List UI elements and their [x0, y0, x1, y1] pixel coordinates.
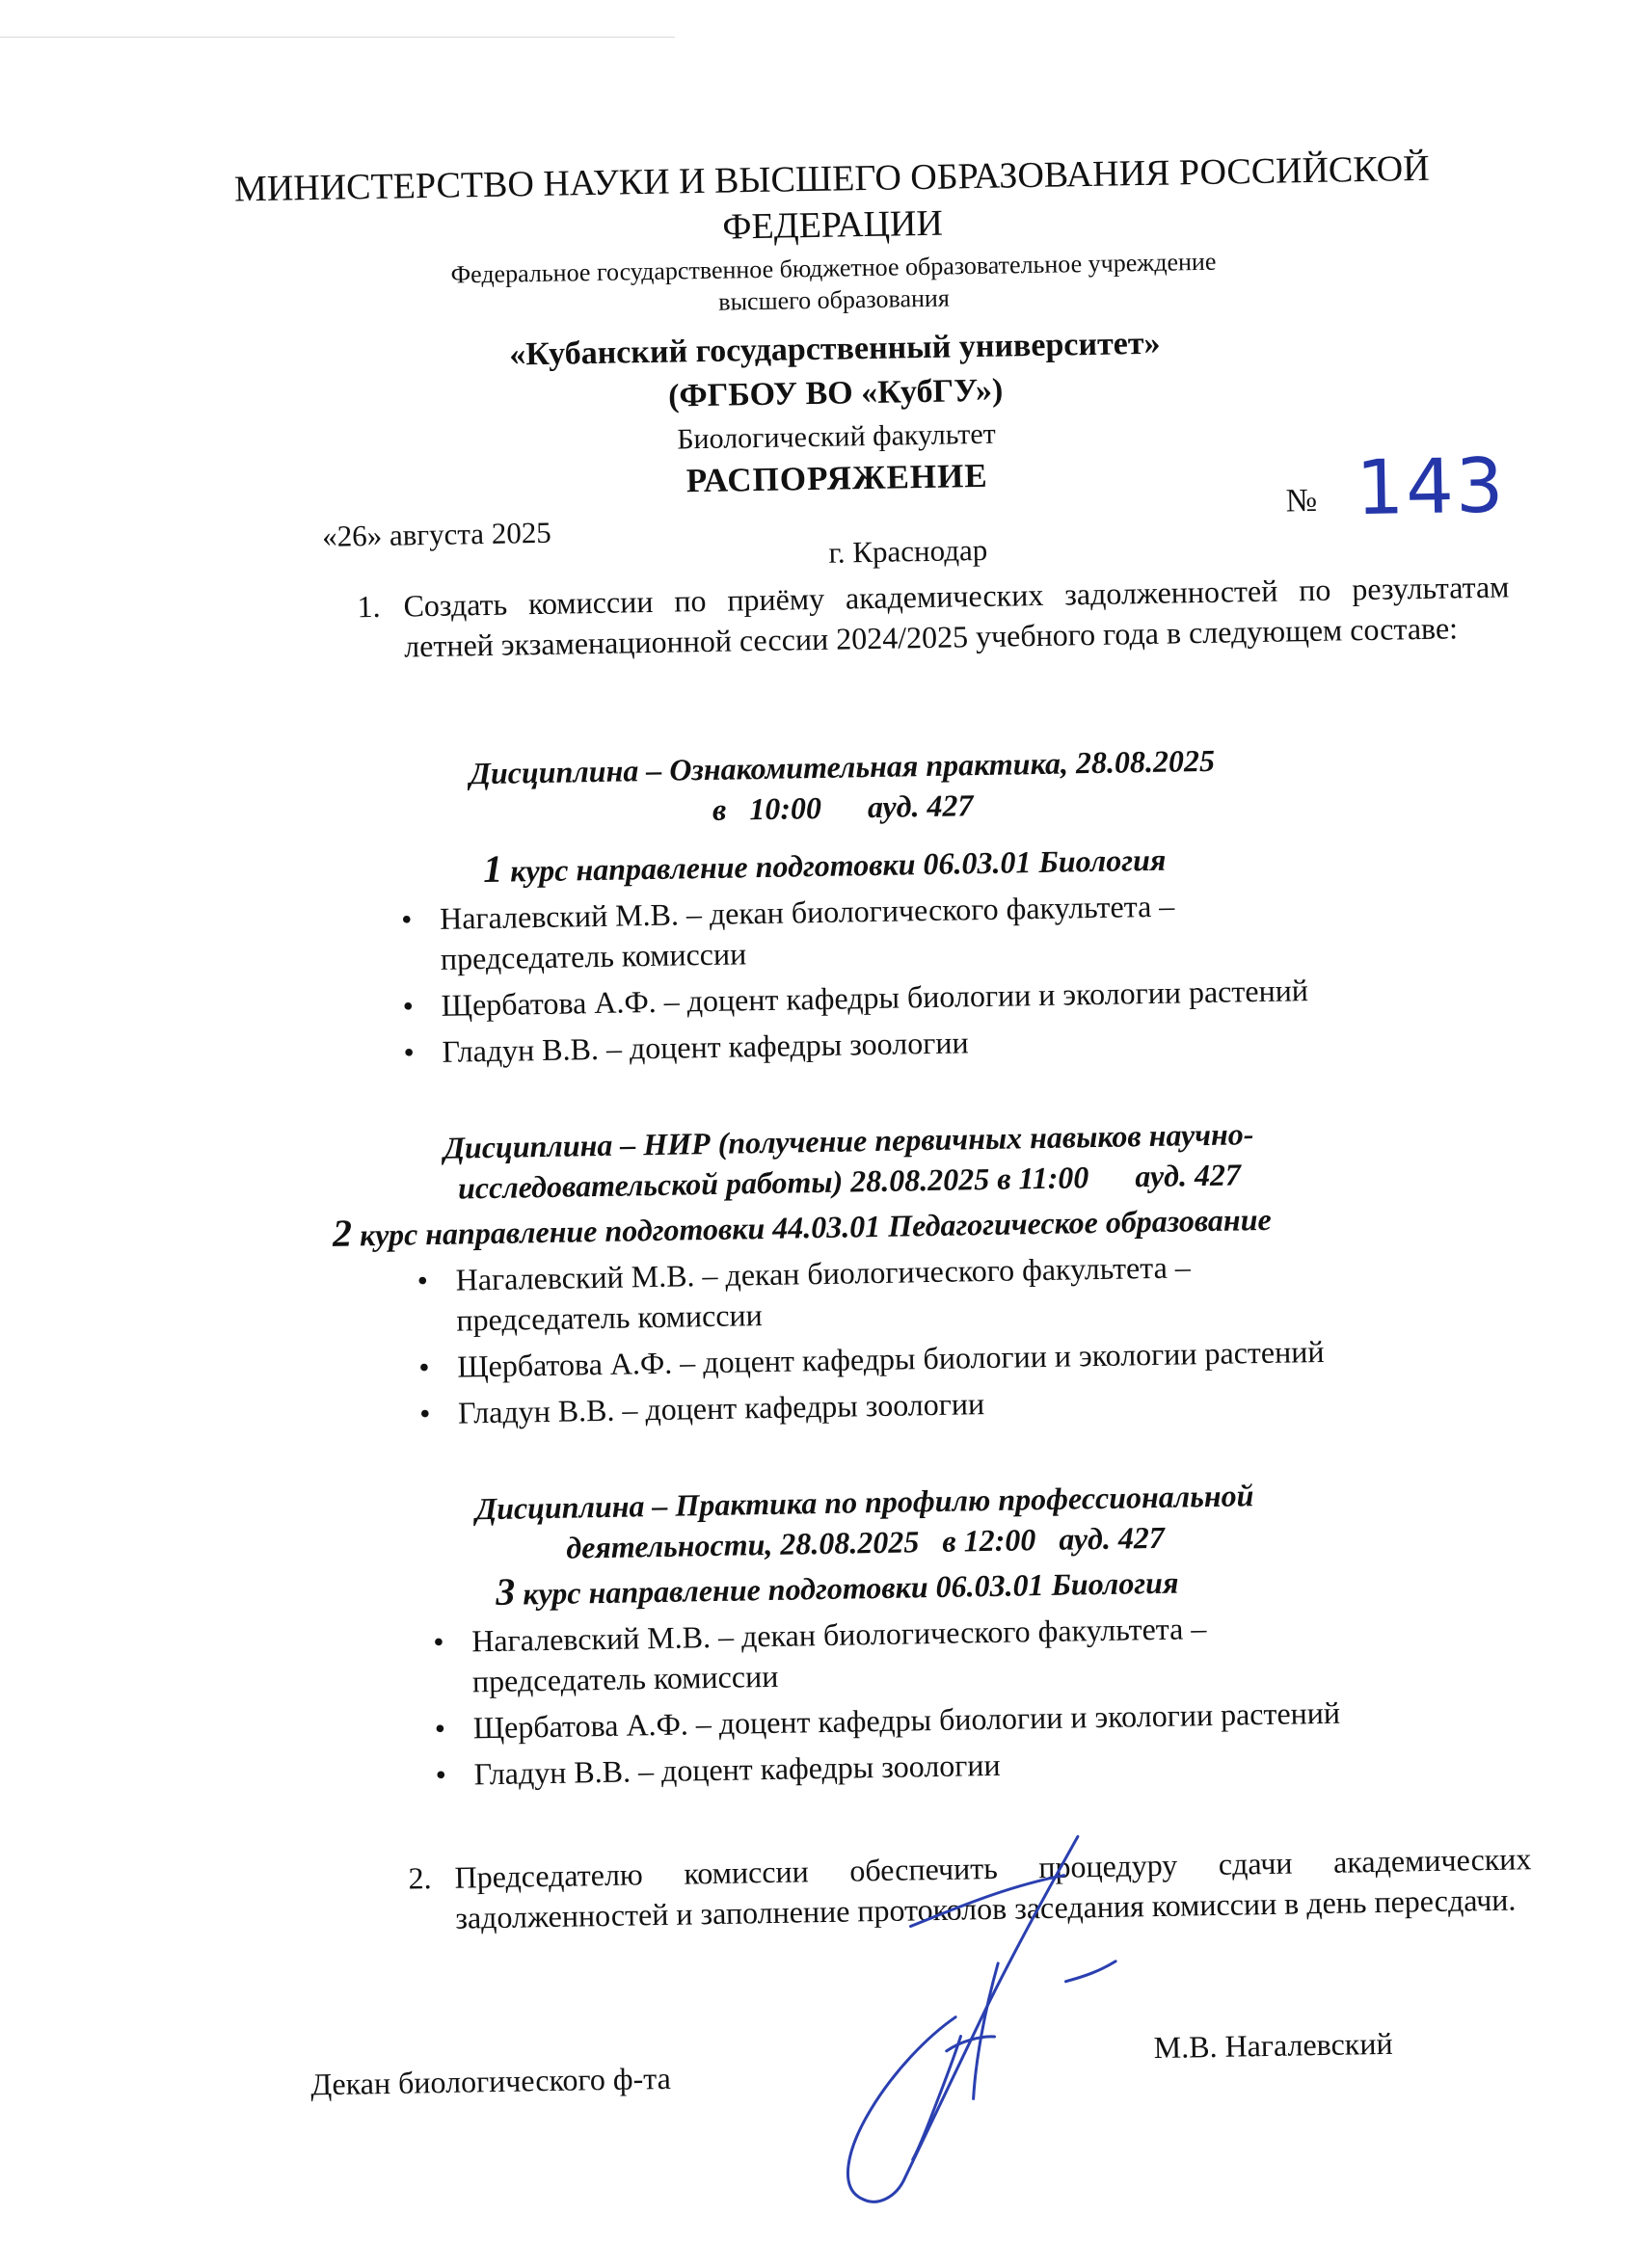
course-text: курс направление подготовки 06.03.01 Биология: [515, 1564, 1179, 1612]
handwritten-signature: [755, 1816, 1167, 2228]
document-type: РАСПОРЯЖЕНИЕ: [685, 456, 988, 500]
document-date: «26» августа 2025: [321, 515, 552, 553]
signature-stroke: [910, 2037, 962, 2160]
institution-type-line2: высшего образования: [718, 283, 951, 316]
order-point-text: Председателю комиссии обеспечить процедуру сдачи академических задолженностей и заполнение протоколов заседания комиссии в день пересдачи.: [454, 1841, 1532, 1935]
signer-role: Декан биологического ф-та: [309, 2060, 672, 2102]
member-item: • Гладун В.В. – доцент кафедры зоологии: [403, 1012, 1561, 1073]
ministry-title: МИНИСТЕРСТВО НАУКИ И ВЫСШЕГО ОБРАЗОВАНИЯ РОССИЙСКОЙ ФЕДЕРАЦИИ: [233, 147, 1430, 248]
signature-stroke: [842, 1836, 1084, 2201]
discipline-line: Дисциплина – НИР (получение первичных навыков научно-: [443, 1116, 1254, 1165]
order-point-number: 2.: [408, 1860, 432, 1896]
member-item: • Щербатова А.Ф. – доцент кафедры биологии и экологии растений: [434, 1688, 1592, 1748]
document-number-label: №: [1285, 482, 1318, 520]
course-text: курс направление подготовки 44.03.01 Педагогическое образование: [351, 1201, 1272, 1253]
faculty-name: Биологический факультет: [676, 417, 997, 456]
course-text: курс направление подготовки 06.03.01 Биология: [501, 841, 1167, 889]
discipline-line: Дисциплина – Ознакомительная практика, 28.08.2025: [469, 742, 1216, 791]
commission-members: [401, 879, 1561, 1079]
discipline-line: Дисциплина – Практика по профилю профессиональной: [474, 1478, 1254, 1527]
course-number: 2: [332, 1211, 353, 1255]
commission-members: [433, 1601, 1593, 1801]
member-item: • Нагалевский М.В. – декан биологического факультета – председатель комиссии: [401, 883, 1328, 980]
document-city: г. Краснодар: [828, 532, 988, 570]
institution-type-line1: Федеральное государственное бюджетное образовательное учреждение: [450, 247, 1217, 289]
discipline-line: исследовательской работы) 28.08.2025 в 11:00 ауд. 427: [457, 1157, 1242, 1206]
signer-name: М.В. Нагалевский: [1153, 2025, 1393, 2066]
member-item: • Нагалевский М.В. – декан биологического факультета – председатель комиссии: [416, 1244, 1343, 1342]
order-point-1: [357, 566, 1510, 667]
member-item: • Нагалевский М.В. – декан биологического факультета – председатель комиссии: [433, 1605, 1359, 1702]
member-item: • Щербатова А.Ф. – доцент кафедры биологии и экологии растений: [418, 1326, 1576, 1387]
order-point-text: Создать комиссии по приёму академических задолженностей по результатам летней экзаменационной сессии 2024/2025 учебного года в следующем составе:: [403, 569, 1510, 664]
university-name: «Кубанский государственный университет»: [508, 325, 1161, 373]
commission-members: [416, 1240, 1576, 1439]
document-number-handwritten: 143: [1355, 442, 1507, 533]
discipline-line: в 10:00 ауд. 427: [712, 787, 974, 827]
member-item: • Гладун В.В. – доцент кафедры зоологии: [435, 1734, 1593, 1795]
university-short-name: (ФГБОУ ВО «КубГУ»): [667, 372, 1004, 414]
course-number: 3: [495, 1569, 516, 1614]
member-item: • Щербатова А.Ф. – доцент кафедры биологии и экологии растений: [402, 966, 1560, 1027]
course-number: 1: [482, 846, 503, 892]
member-item: • Гладун В.В. – доцент кафедры зоологии: [419, 1373, 1577, 1433]
discipline-heading: [215, 735, 1469, 839]
signature-stroke: [1065, 1961, 1115, 1982]
order-point-number: 1.: [357, 588, 381, 625]
discipline-line: деятельности, 28.08.2025 в 12:00 ауд. 427: [565, 1519, 1166, 1565]
